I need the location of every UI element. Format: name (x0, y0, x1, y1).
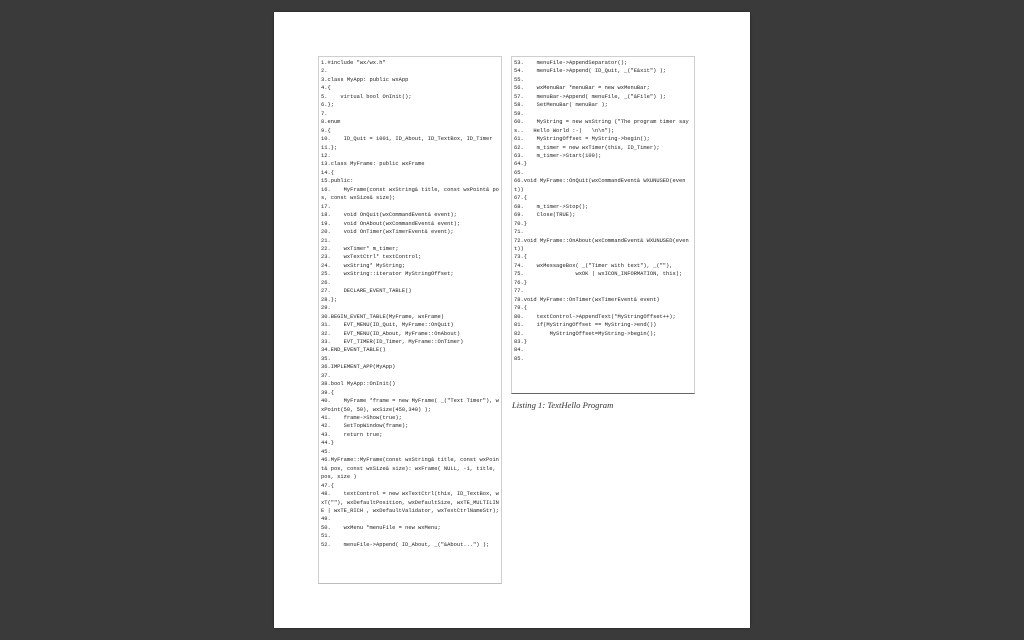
code-line: 28.}; (321, 296, 338, 303)
code-line: 19. void OnAbout(wxCommandEvent& event); (321, 220, 461, 227)
code-line: 32. EVT_MENU(ID_About, MyFrame::OnAbout) (321, 330, 461, 337)
code-line: 5. virtual bool OnInit(); (321, 93, 412, 100)
code-line: 78.void MyFrame::OnTimer(wxTimerEvent& event) (514, 296, 660, 303)
code-line: 2. (321, 68, 328, 75)
code-line: 1.#include "wx/wx.h" (321, 60, 386, 66)
code-listing-right-column (511, 56, 695, 394)
code-line: 81. if(MyStringOffset == MyString->end()) (514, 322, 657, 329)
code-line: 22. wxTimer* m_timer; (321, 245, 399, 252)
code-line: 74. wxMessageBox( _("Timer with text"), _(""), (514, 262, 673, 269)
code-line: 27. DECLARE_EVENT_TABLE() (321, 288, 412, 295)
code-line: 44.} (321, 440, 334, 447)
code-line: 64.} (514, 161, 527, 168)
code-line: 62. m_timer = new wxTimer(this, ID_Timer); (514, 144, 660, 151)
code-line: 69. Close(TRUE); (514, 212, 576, 219)
listing-caption: Listing 1: TextHello Program (512, 400, 614, 410)
code-line: 59. (514, 110, 524, 117)
code-line: 55. (514, 76, 524, 83)
code-line: 4.{ (321, 85, 331, 92)
code-line: 48. textControl = new wxTextCtrl(this, ID_TextBox, wxT(""), wxDefaultPosition, wxDefaultSize, wxTE_MULTILINE | wxTE_RICH , wxDefaultValidator, wxTextCtrlNameStr); (321, 491, 499, 515)
code-line: 80. textControl->AppendText(*MyStringOffset++); (514, 313, 676, 320)
code-line: 25. wxString::iterator MyStringOffset; (321, 271, 454, 278)
code-line: 46.MyFrame::MyFrame(const wxString& title, const wxPoint& pos, const wxSize& size): wxFrame( NULL, -1, title, pos, size ) (321, 457, 499, 481)
code-line: 52. menuFile->Append( ID_About, _("&About...") ); (321, 541, 490, 548)
code-line: 20. void OnTimer(wxTimerEvent& event); (321, 229, 454, 236)
code-line: 51. (321, 533, 331, 540)
code-line: 16. MyFrame(const wxString& title, const wxPoint& pos, const wxSize& size); (321, 186, 499, 202)
code-line: 58. SetMenuBar( menuBar ); (514, 102, 608, 109)
code-line: 13.class MyFrame: public wxFrame (321, 161, 425, 168)
code-line: 45. (321, 448, 331, 455)
code-line: 3.class MyApp: public wxApp (321, 76, 409, 83)
code-line: 34.END_EVENT_TABLE() (321, 347, 386, 354)
code-line: 47.{ (321, 482, 334, 489)
code-line: 41. frame->Show(true); (321, 415, 402, 422)
code-line: 54. menuFile->Append( ID_Quit, _("E&xit") ); (514, 68, 667, 75)
code-line: 37. (321, 372, 331, 379)
code-listing-left-column (318, 56, 502, 584)
code-line: 83.} (514, 338, 527, 345)
code-line: 12. (321, 152, 331, 159)
code-line: 35. (321, 355, 331, 362)
code-line: 31. EVT_MENU(ID_Quit, MyFrame::OnQuit) (321, 322, 454, 329)
code-line: 77. (514, 288, 524, 295)
code-line: 18. void OnQuit(wxCommandEvent& event); (321, 212, 457, 219)
code-line: 26. (321, 279, 331, 286)
code-line: 56. wxMenuBar *menuBar = new wxMenuBar; (514, 85, 650, 92)
code-line: 42. SetTopWindow(frame); (321, 423, 409, 430)
code-line: 82. MyStringOffset=MyString->begin(); (514, 330, 657, 337)
code-line: 40. MyFrame *frame = new MyFrame( _("Text Timer"), wxPoint(50, 50), wxSize(450,340) ); (321, 398, 499, 413)
code-line: 70.} (514, 220, 527, 227)
code-line: 24. wxString* MyString; (321, 262, 406, 269)
code-line: 57. menuBar->Append( menuFile, _("&File") ); (514, 93, 667, 100)
code-line: 68. m_timer->Stop(); (514, 203, 589, 210)
code-line: 6.}; (321, 102, 334, 109)
code-line: 66.void MyFrame::OnQuit(wxCommandEvent& WXUNUSED(event)) (514, 178, 686, 193)
code-line: 76.} (514, 279, 527, 286)
code-line: 65. (514, 169, 524, 176)
code-lines-left (319, 57, 501, 549)
code-line: 60. MyString = new wxString ("The program timer says.. Hello World :-) \n\n"); (514, 119, 689, 134)
code-line: 85. (514, 355, 524, 362)
code-line: 61. MyStringOffset = MyString->begin(); (514, 136, 650, 143)
code-line: 11.}; (321, 144, 338, 151)
code-line: 8.enum (321, 119, 341, 126)
code-line: 50. wxMenu *menuFile = new wxMenu; (321, 524, 441, 531)
code-line: 79.{ (514, 305, 527, 312)
code-line: 29. (321, 305, 331, 312)
code-line: 38.bool MyApp::OnInit() (321, 381, 396, 388)
code-line: 10. ID_Quit = 1001, ID_About, ID_TextBox, ID_Timer (321, 136, 493, 143)
document-page (274, 12, 750, 628)
code-line: 71. (514, 229, 524, 236)
code-line: 84. (514, 347, 524, 354)
code-line: 63. m_timer->Start(100); (514, 152, 602, 159)
code-line: 17. (321, 203, 331, 210)
code-line: 72.void MyFrame::OnAbout(wxCommandEvent& WXUNUSED(event)) (514, 237, 689, 252)
code-line: 39.{ (321, 389, 334, 396)
code-line: 67.{ (514, 195, 527, 202)
code-line: 36.IMPLEMENT_APP(MyApp) (321, 364, 396, 371)
code-line: 14.{ (321, 169, 334, 176)
code-line: 7. (321, 110, 328, 117)
code-line: 30.BEGIN_EVENT_TABLE(MyFrame, wxFrame) (321, 313, 444, 320)
code-line: 49. (321, 516, 331, 523)
code-line: 23. wxTextCtrl* textControl; (321, 254, 422, 261)
code-line: 33. EVT_TIMER(ID_Timer, MyFrame::OnTimer) (321, 338, 464, 345)
code-lines-right (512, 57, 694, 363)
code-line: 9.{ (321, 127, 331, 134)
code-line: 53. menuFile->AppendSeparator(); (514, 60, 628, 66)
code-line: 75. wxOK | wxICON_INFORMATION, this); (514, 271, 683, 278)
code-line: 15.public: (321, 178, 354, 185)
code-line: 21. (321, 237, 331, 244)
code-line: 43. return true; (321, 431, 383, 438)
code-line: 73.{ (514, 254, 527, 261)
